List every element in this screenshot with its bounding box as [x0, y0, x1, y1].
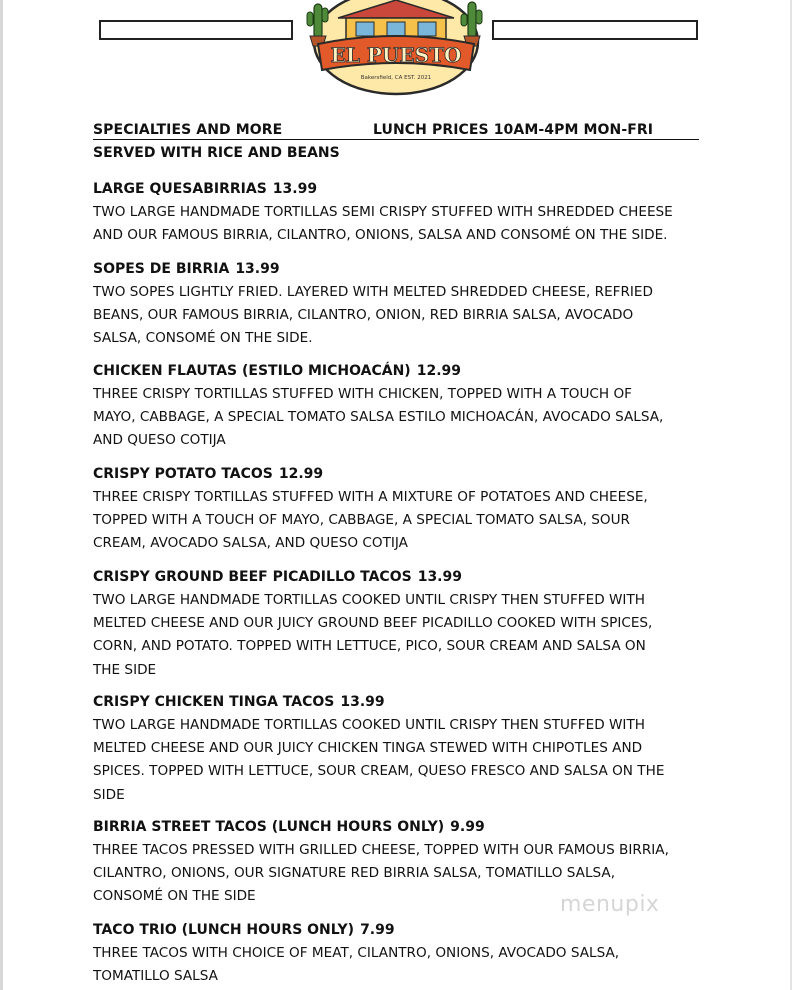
description-line: MAYO, CABBAGE, A SPECIAL TOMATO SALSA ESTILO MICHOACÁN, AVOCADO SALSA,	[93, 409, 664, 426]
description-line: TWO LARGE HANDMADE TORTILLAS SEMI CRISPY STUFFED WITH SHREDDED CHEESE	[93, 204, 673, 220]
menu-item-price: 12.99	[416, 363, 462, 379]
lunch-hours: LUNCH PRICES 10AM-4PM MON-FRI	[373, 122, 654, 138]
description-line: TOPPED WITH A TOUCH OF MAYO, CABBAGE, A SPECIAL TOMATO SALSA, SOUR	[93, 512, 630, 529]
menu-item-name: CRISPY GROUND BEEF PICADILLO TACOS	[93, 569, 412, 585]
description-line: THREE TACOS PRESSED WITH GRILLED CHEESE, TOPPED WITH OUR FAMOUS BIRRIA,	[93, 842, 669, 858]
menu-item-description	[93, 486, 713, 556]
menu-item	[93, 692, 713, 807]
menu-item-title	[93, 179, 713, 199]
description-line: MELTED CHEESE AND OUR JUICY CHICKEN TINGA STEWED WITH CHIPOTLES AND	[93, 740, 643, 757]
section-title: SPECIALTIES AND MORE	[93, 122, 283, 138]
menu-item-description	[93, 714, 713, 807]
menu-item-name: CRISPY CHICKEN TINGA TACOS	[93, 694, 335, 710]
menu-item-price: 13.99	[272, 181, 318, 197]
page-left-edge	[0, 0, 3, 990]
menu-item-name: SOPES DE BIRRIA	[93, 261, 230, 277]
menu-item	[93, 464, 713, 556]
description-line: MELTED CHEESE AND OUR JUICY GROUND BEEF PICADILLO COOKED WITH SPICES,	[93, 615, 653, 632]
menu-item-title	[93, 361, 713, 381]
menu-item-price: 13.99	[340, 694, 385, 710]
menu-item-description	[93, 281, 713, 351]
menu-item-name: CRISPY POTATO TACOS	[93, 466, 273, 482]
description-line: TWO LARGE HANDMADE TORTILLAS COOKED UNTIL CRISPY THEN STUFFED WITH	[93, 717, 645, 733]
menu-item-title	[93, 920, 713, 940]
description-line: SPICES. TOPPED WITH LETTUCE, SOUR CREAM, QUESO FRESCO AND SALSA ON THE	[93, 763, 665, 780]
menu-item-price: 13.99	[417, 569, 462, 585]
menu-item-name: LARGE QUESABIRRIAS	[93, 181, 267, 197]
menu-item	[93, 567, 713, 682]
description-line: BEANS, OUR FAMOUS BIRRIA, CILANTRO, ONION, RED BIRRIA SALSA, AVOCADO	[93, 307, 634, 324]
header-row	[93, 122, 699, 142]
menu-item-description	[93, 383, 713, 453]
menupix-watermark: menupix	[560, 892, 660, 917]
header-box-right	[492, 20, 698, 40]
description-line: CONSOMÉ ON THE SIDE	[93, 888, 256, 905]
description-line: SIDE	[93, 786, 125, 803]
description-line: CORN, AND POTATO. TOPPED WITH LETTUCE, PICO, SOUR CREAM AND SALSA ON	[93, 638, 646, 655]
description-line: THREE CRISPY TORTILLAS STUFFED WITH CHICKEN, TOPPED WITH A TOUCH OF	[93, 386, 632, 402]
menu-item	[93, 179, 713, 247]
menu-item-title	[93, 692, 713, 712]
description-line: THREE CRISPY TORTILLAS STUFFED WITH A MIXTURE OF POTATOES AND CHEESE,	[93, 489, 648, 505]
menu-item-description	[93, 942, 713, 988]
menu-item-description	[93, 589, 713, 682]
menu-item-name: CHICKEN FLAUTAS (ESTILO MICHOACÁN)	[93, 363, 411, 379]
served-with-note: SERVED WITH RICE AND BEANS	[93, 145, 340, 161]
description-line: CREAM, AVOCADO SALSA, AND QUESO COTIJA	[93, 535, 408, 552]
menu-item-price: 12.99	[278, 466, 324, 482]
description-line: THREE TACOS WITH CHOICE OF MEAT, CILANTRO, ONIONS, AVOCADO SALSA,	[93, 945, 620, 961]
menu-item-price: 13.99	[235, 261, 280, 277]
description-line: TWO LARGE HANDMADE TORTILLAS COOKED UNTIL CRISPY THEN STUFFED WITH	[93, 592, 645, 608]
menu-item	[93, 361, 713, 453]
header-box-left	[99, 20, 293, 40]
header-underline	[93, 139, 699, 140]
description-line: SALSA, CONSOMÉ ON THE SIDE.	[93, 330, 313, 347]
menu-item-description	[93, 201, 713, 247]
menu-item	[93, 920, 713, 988]
restaurant-logo	[300, 0, 492, 96]
menu-item-price: 7.99	[360, 922, 395, 938]
description-line: CILANTRO, ONIONS, OUR SIGNATURE RED BIRRIA SALSA, TOMATILLO SALSA,	[93, 865, 616, 882]
logo-banner	[318, 36, 474, 70]
logo-subtitle: Bakersfield, CA EST. 2021	[360, 75, 432, 81]
menu-item-title	[93, 817, 713, 837]
menu-item-price: 9.99	[450, 819, 485, 835]
description-line: AND QUESO COTIJA	[93, 432, 226, 449]
description-line: THE SIDE	[93, 661, 157, 678]
description-line: AND OUR FAMOUS BIRRIA, CILANTRO, ONIONS, SALSA AND CONSOMÉ ON THE SIDE.	[93, 227, 668, 244]
logo-name: EL PUESTO	[330, 43, 462, 67]
description-line: TOMATILLO SALSA	[93, 968, 218, 985]
menu-item-name: TACO TRIO (LUNCH HOURS ONLY)	[93, 922, 355, 938]
menu-item	[93, 259, 713, 351]
menu-item-title	[93, 567, 713, 587]
description-line: TWO SOPES LIGHTLY FRIED. LAYERED WITH MELTED SHREDDED CHEESE, REFRIED	[93, 284, 653, 300]
menu-item-name: BIRRIA STREET TACOS (LUNCH HOURS ONLY)	[93, 819, 445, 835]
menu-item-title	[93, 464, 713, 484]
menu-item-title	[93, 259, 713, 279]
